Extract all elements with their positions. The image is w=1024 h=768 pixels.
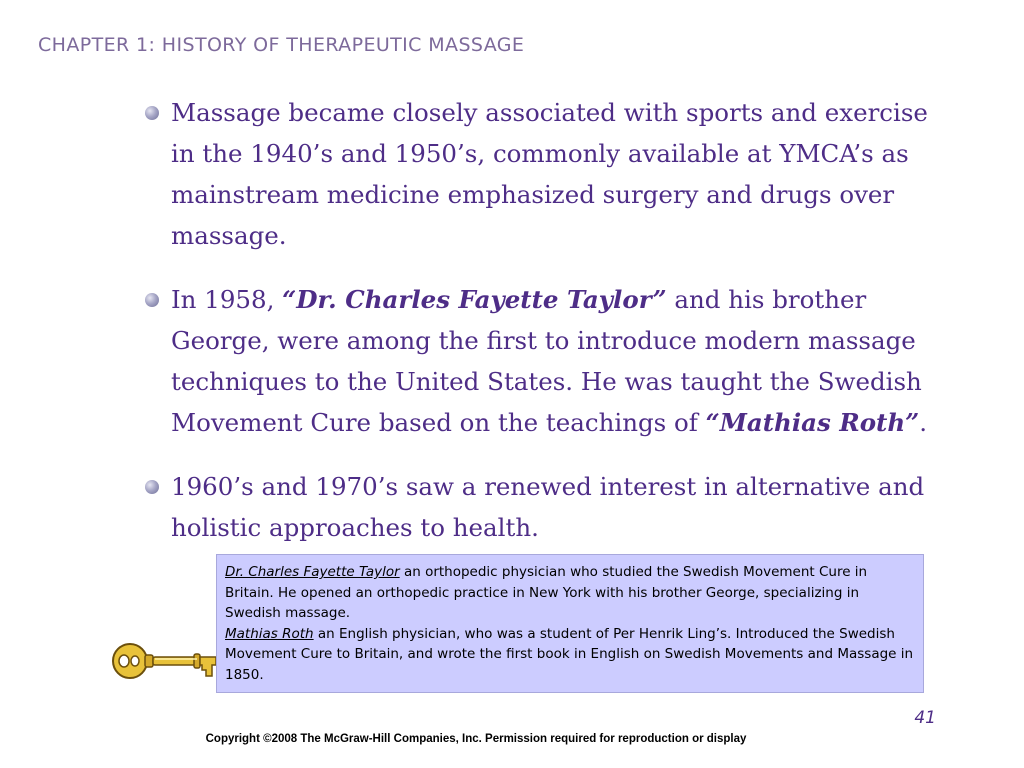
page-number: 41 [914,708,936,728]
bullet-text-start: In 1958, [171,285,283,314]
note-definition-mathias-roth: an English physician, who was a student of Per Henrik Ling’s. Introduced the Swedish Movement Cure to Britain, and wrote the first book in English on Swedish Movements and Massage in 1850. [225,625,914,683]
bullet-item [145,279,945,443]
bullet-list [145,92,945,571]
emphasis-mathias-roth: “Mathias Roth” [705,408,920,437]
bullet-text-end: . [919,408,928,437]
bullet-item [145,466,945,548]
emphasis-charles-taylor: “Dr. Charles Fayette Taylor” [282,285,667,314]
bullet-dot-icon [145,480,159,494]
bullet-text: 1960’s and 1970’s saw a renewed interest in alternative and holistic approaches to health. [171,472,925,542]
bullet-dot-icon [145,293,159,307]
bullet-text-middle: and his brother George, were among the first to introduce modern massage techniques to the United States. He was taught the Swedish Movement Cure based on the teachings of [171,285,922,437]
bullet-dot-icon [145,106,159,120]
chapter-title: CHAPTER 1: HISTORY OF THERAPEUTIC MASSAGE [38,34,525,56]
copyright-notice: Copyright ©2008 The McGraw-Hill Companies, Inc. Permission required for reproduction or display [205,733,747,745]
note-definition-charles-taylor: an orthopedic physician who studied the Swedish Movement Cure in Britain. He opened an orthopedic practice in New York with his brother George, specializing in Swedish massage. [225,564,868,621]
bullet-item [145,92,945,256]
bullet-text: Massage became closely associated with sports and exercise in the 1940’s and 1950’s, commonly available at YMCA’s as mainstream medicine emphasized surgery and drugs over massage. [171,98,928,250]
note-term-mathias-roth: Mathias Roth [225,625,314,642]
note-term-charles-taylor: Dr. Charles Fayette Taylor [225,564,400,580]
definition-note-box [216,554,924,693]
key-icon [108,632,220,690]
